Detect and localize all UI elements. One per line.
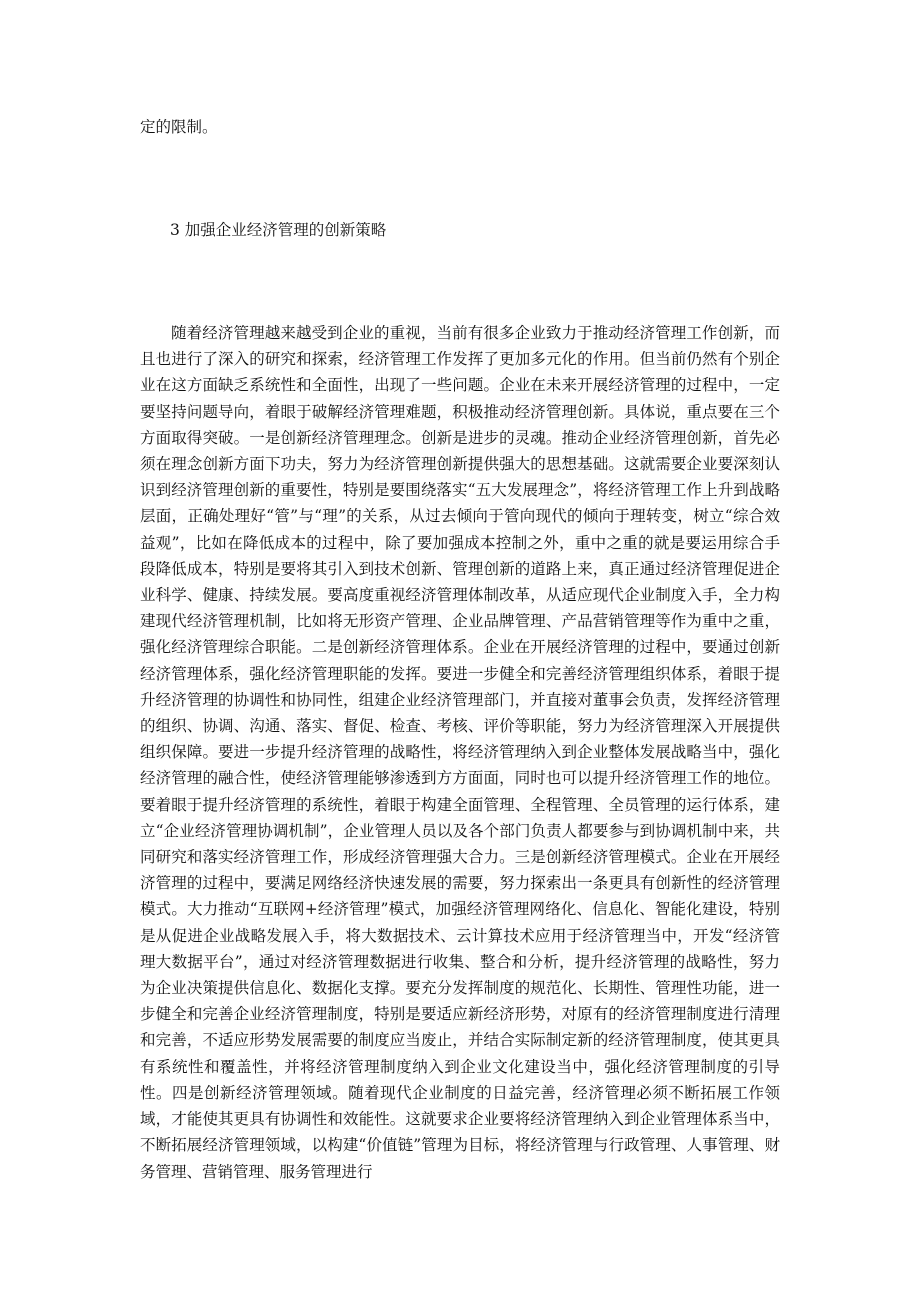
body-paragraph: 随着经济管理越来越受到企业的重视，当前有很多企业致力于推动经济管理工作创新，而且也进行了深入的研究和探索，经济管理工作发挥了更加多元化的作用。但当前仍然有个别企业在这方面缺乏系统性和全面性，出现了一些问题。企业在未来开展经济管理的过程中，一定要坚持问题导向，着眼于破解经济管理难题，积极推动经济管理创新。具体说，重点要在三个方面取得突破。一是创新经济管理理念。创新是进步的灵魂。推动企业经济管理创新，首先必须在理念创新方面下功夫，努力为经济管理创新提供强大的思想基础。这就需要企业要深刻认识到经济管理创新的重要性，特别是要围绕落实“五大发展理念”，将经济管理工作上升到战略层面，正确处理好“管”与“理”的关系，从过去倾向于管向现代的倾向于理转变，树立“综合效益观”，比如在降低成本的过程中，除了要加强成本控制之外，重中之重的就是要运用综合手段降低成本，特别是要将其引入到技术创新、管理创新的道路上来，真正通过经济管理促进企业科学、健康、持续发展。要高度重视经济管理体制改革，从适应现代企业制度入手，全力构建现代经济管理机制，比如将无形资产管理、企业品牌管理、产品营销管理等作为重中之重，强化经济管理综合职能。二是创新经济管理体系。企业在开展经济管理的过程中，要通过创新经济管理体系，强化经济管理职能的发挥。要进一步健全和完善经济管理组织体系，着眼于提升经济管理的协调性和协同性，组建企业经济管理部门，并直接对董事会负责，发挥经济管理的组织、协调、沟通、落实、督促、检查、考核、评价等职能，努力为经济管理深入开展提供组织保障。要进一步提升经济管理的战略性，将经济管理纳入到企业整体发展战略当中，强化经济管理的融合性，使经济管理能够渗透到方方面面，同时也可以提升经济管理工作的地位。要着眼于提升经济管理的系统性，着眼于构建全面管理、全程管理、全员管理的运行体系，建立“企业经济管理协调机制”，企业管理人员以及各个部门负责人都要参与到协调机制中来，共同研究和落实经济管理工作，形成经济管理强大合力。三是创新经济管理模式。企业在开展经济管理的过程中，要满足网络经济快速发展的需要，努力探索出一条更具有创新性的经济管理模式。大力推动“互联网+经济管理”模式，加强经济管理网络化、信息化、智能化建设，特别是从促进企业战略发展入手，将大数据技术、云计算技术应用于经济管理当中，开发“经济管理大数据平台”，通过对经济管理数据进行收集、整合和分析，提升经济管理的战略性，努力为企业决策提供信息化、数据化支撑。要充分发挥制度的规范化、长期性、管理性功能，进一步健全和完善企业经济管理制度，特别是要适应新经济形势，对原有的经济管理制度进行清理和完善，不适应形势发展需要的制度应当废止，并结合实际制定新的经济管理制度，使其更具有系统性和覆盖性，并将经济管理制度纳入到企业文化建设当中，强化经济管理制度的引导性。四是创新经济管理领域。随着现代企业制度的日益完善，经济管理必须不断拓展工作领域，才能使其更具有协调性和效能性。这就要求企业要将经济管理纳入到企业管理体系当中，不断拓展经济管理领域，以构建“价值链”管理为目标，将经济管理与行政管理、人事管理、财务管理、营销管理、服务管理进行 <box>140 324 780 1181</box>
carry-over-line: 定的限制。 <box>140 118 218 136</box>
section-heading: 3 加强企业经济管理的创新策略 <box>170 221 387 239</box>
